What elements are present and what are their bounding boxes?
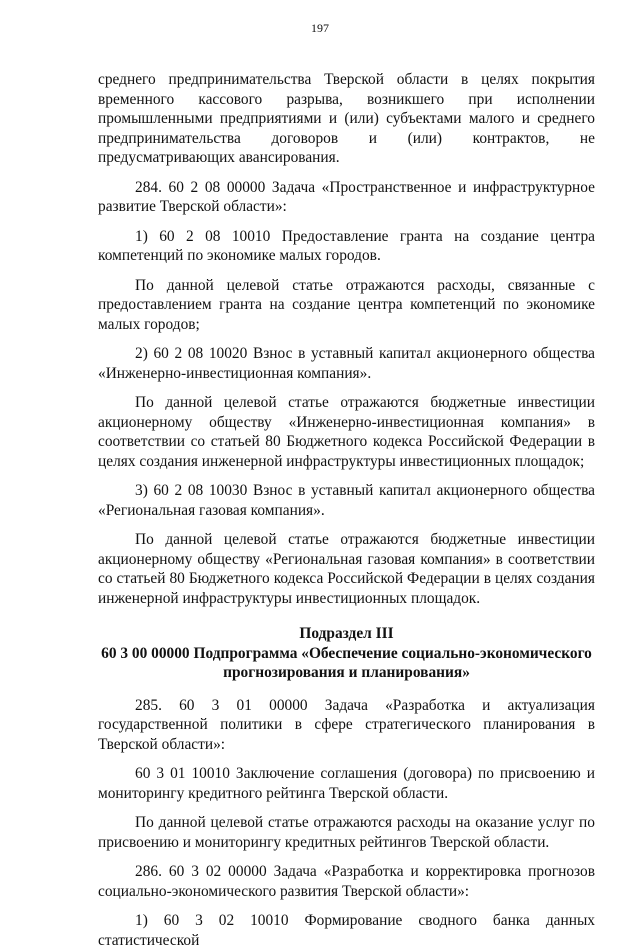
paragraph: По данной целевой статье отражаются бюджетные инвестиции акционерному обществу «Региональная газовая компания» в соответствии со статьей 80 Бюджетного кодекса Российской Федерации в целях создания инженерной инфраструктуры инвестиционных площадок. (98, 531, 595, 607)
page-number: 197 (311, 21, 329, 35)
section-heading (98, 624, 595, 683)
paragraph: 1) 60 2 08 10010 Предоставление гранта на создание центра компетенций по экономике малых городов. (98, 227, 595, 264)
paragraph: 285. 60 3 01 00000 Задача «Разработка и актуализация государственной политики в сфере стратегического планирования в Тверской области»: (98, 696, 595, 753)
paragraph: По данной целевой статье отражаются расходы на оказание услуг по присвоению и мониторингу кредитных рейтингов Тверской области. (98, 814, 595, 851)
paragraph: 1) 60 3 02 10010 Формирование сводного банка данных статистической (98, 912, 595, 949)
paragraph: среднего предпринимательства Тверской области в целях покрытия временного кассового разрыва, возникшего при исполнении промышленными предприятиями и (или) субъектами малого и среднего предпринимательства договоров и (или) контрактов, не предусматривающих авансирования. (98, 71, 595, 166)
paragraph: По данной целевой статье отражаются расходы, связанные с предоставлением гранта на создание центра компетенций по экономике малых городов; (98, 276, 595, 333)
paragraph: 286. 60 3 02 00000 Задача «Разработка и корректировка прогнозов социально-экономического развития Тверской области»: (98, 863, 595, 900)
paragraph: 60 3 01 10010 Заключение соглашения (договора) по присвоению и мониторингу кредитного рейтинга Тверской области. (98, 765, 595, 802)
paragraph: 2) 60 2 08 10020 Взнос в уставный капитал акционерного общества «Инженерно-инвестиционная компания». (98, 345, 595, 382)
paragraph: 3) 60 2 08 10030 Взнос в уставный капитал акционерного общества «Региональная газовая компания». (98, 482, 595, 519)
section-heading-title: Подраздел III (299, 625, 394, 642)
document-body (98, 70, 595, 950)
paragraph: По данной целевой статье отражаются бюджетные инвестиции акционерному обществу «Инженерно-инвестиционная компания» в соответствии со статьей 80 Бюджетного кодекса Российской Федерации в целях создания инженерной инфраструктуры инвестиционных площадок; (98, 394, 595, 470)
paragraph: 284. 60 2 08 00000 Задача «Пространственное и инфраструктурное развитие Тверской области»: (98, 178, 595, 215)
section-heading-subtitle: 60 3 00 00000 Подпрограмма «Обеспечение социально-экономического прогнозирования и планирования» (101, 644, 592, 681)
